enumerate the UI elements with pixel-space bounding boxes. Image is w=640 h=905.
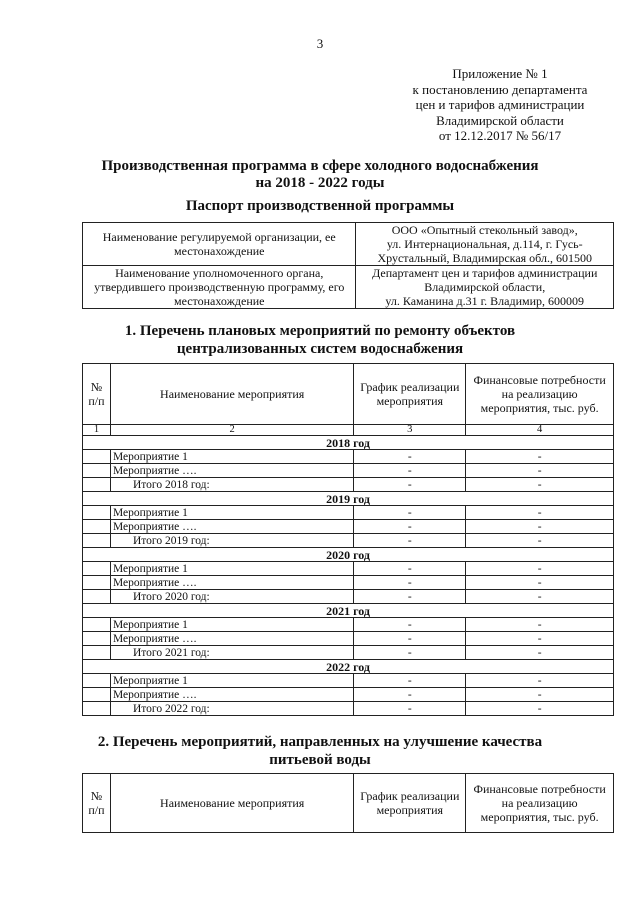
table-row: [83, 520, 614, 534]
schedule-cell: -: [354, 590, 466, 604]
measure-name-cell: Мероприятие 1: [110, 674, 353, 688]
row-number-cell: [83, 478, 111, 492]
schedule-cell: -: [354, 478, 466, 492]
section-title-line: 2. Перечень мероприятий, направленных на улучшение качества: [97, 734, 543, 750]
schedule-cell: -: [354, 632, 466, 646]
table-row: [83, 688, 614, 702]
col-header-name: Наименование мероприятия: [110, 774, 353, 833]
table-row: [83, 674, 614, 688]
passport-value-line: Хрустальный, Владимирская обл., 601500: [377, 251, 592, 265]
table-header-row: [83, 774, 614, 833]
measure-name-cell: Итого 2018 год:: [110, 478, 353, 492]
row-number-cell: [83, 590, 111, 604]
col-header-finance: Финансовые потребности на реализацию мероприятия, тыс. руб.: [466, 364, 614, 425]
measure-name-cell: Итого 2021 год:: [110, 646, 353, 660]
row-number-cell: [83, 450, 111, 464]
measure-name-cell: Итого 2020 год:: [110, 590, 353, 604]
finance-cell: -: [466, 506, 614, 520]
measure-name-cell: Мероприятие ….: [110, 520, 353, 534]
row-number-cell: [83, 702, 111, 716]
year-row: [83, 492, 614, 506]
row-number-cell: [83, 688, 111, 702]
finance-cell: -: [466, 576, 614, 590]
table-row: [83, 534, 614, 548]
column-number: 4: [466, 425, 614, 436]
document-title: [0, 158, 640, 192]
table-row: [83, 506, 614, 520]
schedule-cell: -: [354, 562, 466, 576]
schedule-cell: -: [354, 520, 466, 534]
passport-value-line: Владимирской области,: [424, 280, 546, 294]
passport-value: [356, 223, 614, 266]
finance-cell: -: [466, 534, 614, 548]
section-title-line: централизованных систем водоснабжения: [176, 341, 464, 357]
year-label: 2020 год: [83, 548, 614, 562]
table-row: [83, 576, 614, 590]
table-row: [83, 590, 614, 604]
passport-value-line: ул. Каманина д.31 г. Владимир, 600009: [385, 294, 585, 308]
measure-name-cell: Мероприятие ….: [110, 632, 353, 646]
schedule-cell: -: [354, 702, 466, 716]
measure-name-cell: Итого 2019 год:: [110, 534, 353, 548]
row-number-cell: [83, 534, 111, 548]
year-label: 2021 год: [83, 604, 614, 618]
schedule-cell: -: [354, 688, 466, 702]
passport-label: Наименование регулируемой организации, ее местонахождение: [83, 223, 356, 266]
measure-name-cell: Мероприятие ….: [110, 464, 353, 478]
row-number-cell: [83, 674, 111, 688]
row-number-cell: [83, 562, 111, 576]
row-number-cell: [83, 632, 111, 646]
row-number-cell: [83, 520, 111, 534]
table-row: [83, 632, 614, 646]
finance-cell: -: [466, 562, 614, 576]
finance-cell: -: [466, 464, 614, 478]
schedule-cell: -: [354, 534, 466, 548]
passport-row: [83, 223, 614, 266]
table-header-row: [83, 364, 614, 425]
appendix-line: от 12.12.2017 № 56/17: [438, 128, 562, 143]
appendix-line: Приложение № 1: [452, 66, 548, 81]
title-line: Производственная программа в сфере холодного водоснабжения: [101, 158, 539, 174]
schedule-cell: -: [354, 450, 466, 464]
table-row: [83, 562, 614, 576]
finance-cell: -: [466, 590, 614, 604]
table-row: [83, 450, 614, 464]
year-row: [83, 548, 614, 562]
col-header-number: № п/п: [83, 364, 111, 425]
row-number-cell: [83, 646, 111, 660]
repair-measures-table: [82, 363, 614, 716]
measure-name-cell: Мероприятие 1: [110, 562, 353, 576]
schedule-cell: -: [354, 576, 466, 590]
year-row: [83, 660, 614, 674]
finance-cell: -: [466, 674, 614, 688]
col-header-number: № п/п: [83, 774, 111, 833]
row-number-cell: [83, 506, 111, 520]
passport-row: [83, 266, 614, 309]
passport-heading: Паспорт производственной программы: [185, 198, 455, 214]
row-number-cell: [83, 464, 111, 478]
table-row: [83, 478, 614, 492]
year-label: 2019 год: [83, 492, 614, 506]
table-row: [83, 618, 614, 632]
page-number: 3: [316, 36, 324, 51]
schedule-cell: -: [354, 674, 466, 688]
finance-cell: -: [466, 632, 614, 646]
column-number: 2: [110, 425, 353, 436]
measure-name-cell: Мероприятие ….: [110, 688, 353, 702]
schedule-cell: -: [354, 646, 466, 660]
year-row: [83, 604, 614, 618]
measure-name-cell: Мероприятие 1: [110, 450, 353, 464]
section1-title: [0, 322, 640, 358]
col-header-schedule: График реализации мероприятия: [354, 364, 466, 425]
col-header-name: Наименование мероприятия: [110, 364, 353, 425]
measure-name-cell: Мероприятие ….: [110, 576, 353, 590]
measure-name-cell: Итого 2022 год:: [110, 702, 353, 716]
measure-name-cell: Мероприятие 1: [110, 506, 353, 520]
table-row: [83, 702, 614, 716]
row-number-cell: [83, 618, 111, 632]
table-row: [83, 646, 614, 660]
measure-name-cell: Мероприятие 1: [110, 618, 353, 632]
year-label: 2022 год: [83, 660, 614, 674]
years-body: [83, 436, 614, 716]
passport-value-line: Департамент цен и тарифов администрации: [372, 266, 598, 280]
appendix-line: Владимирской области: [436, 112, 564, 128]
row-number-cell: [83, 576, 111, 590]
title-line: на 2018 - 2022 годы: [255, 175, 385, 191]
finance-cell: -: [466, 478, 614, 492]
water-quality-table: [82, 773, 614, 833]
finance-cell: -: [466, 450, 614, 464]
column-number-row: [83, 425, 614, 436]
col-header-finance: Финансовые потребности на реализацию мероприятия, тыс. руб.: [466, 774, 614, 833]
column-number: 1: [83, 425, 111, 436]
column-number: 3: [354, 425, 466, 436]
finance-cell: -: [466, 520, 614, 534]
finance-cell: -: [466, 688, 614, 702]
appendix-line: цен и тарифов администрации: [415, 97, 585, 112]
schedule-cell: -: [354, 506, 466, 520]
passport-value-line: ООО «Опытный стекольный завод»,: [391, 223, 578, 237]
col-header-schedule: График реализации мероприятия: [354, 774, 466, 833]
finance-cell: -: [466, 618, 614, 632]
section2-title: [0, 733, 640, 769]
schedule-cell: -: [354, 618, 466, 632]
passport-label: Наименование уполномоченного органа, утвердившего производственную программу, его местонахождение: [83, 266, 356, 309]
passport-value: [356, 266, 614, 309]
table-row: [83, 464, 614, 478]
schedule-cell: -: [354, 464, 466, 478]
passport-value-line: ул. Интернациональная, д.114, г. Гусь-: [386, 237, 583, 251]
section-title-line: питьевой воды: [269, 752, 371, 768]
section-title-line: 1. Перечень плановых мероприятий по ремонту объектов: [124, 323, 516, 339]
appendix-block: [390, 66, 610, 144]
appendix-line: к постановлению департамента: [412, 81, 588, 97]
finance-cell: -: [466, 702, 614, 716]
passport-table: [82, 222, 614, 309]
year-row: [83, 436, 614, 450]
year-label: 2018 год: [83, 436, 614, 450]
finance-cell: -: [466, 646, 614, 660]
